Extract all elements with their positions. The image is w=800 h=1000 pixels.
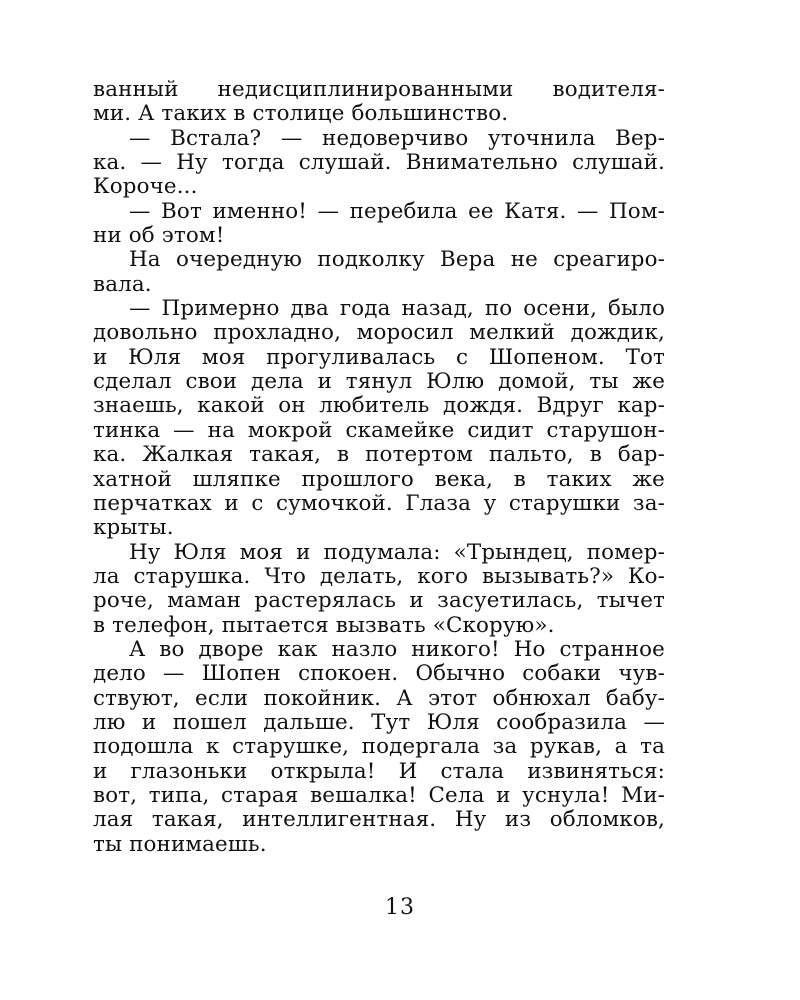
text-line: ни об этом! [93, 223, 225, 249]
text-line: лая такая, интеллигентная. Ну из обломков, [93, 807, 665, 833]
text-line: знаешь, какой он любитель дождя. Вдруг кар- [93, 393, 665, 419]
text-line: в телефон, пытается вызвать «Скорую». [93, 612, 555, 638]
text-line: вала. [93, 271, 152, 297]
text-line: ка. — Ну тогда слушай. Внимательно слушай. [93, 150, 665, 176]
text-line: ла старушка. Что делать, кого вызывать?» Ко- [93, 563, 665, 589]
text-line: довольно прохладно, моросил мелкий дождик, [93, 320, 665, 346]
page-number: 13 [385, 895, 415, 920]
text-line: подошла к старушке, подергала за рукав, а та [93, 734, 665, 760]
text-line: ка. Жалкая такая, в потертом пальто, в бар- [93, 442, 665, 468]
text-line: дело — Шопен спокоен. Обычно собаки чув- [93, 661, 665, 687]
text-line: и глазоньки открыла! И стала извиняться: [93, 758, 665, 784]
text-line: ванный недисциплинированными водителя- [93, 77, 665, 102]
text-line: ствуют, если покойник. А этот обнюхал бабу- [93, 685, 665, 711]
text-line: сделал свои дела и тянул Юлю домой, ты же [93, 369, 665, 395]
text-line: — Вот именно! — перебила ее Катя. — Пом- [129, 198, 665, 224]
text-line: перчатках и с сумочкой. Глаза у старушки за- [93, 490, 665, 516]
text-line: На очередную подколку Вера не среагиро- [129, 247, 665, 273]
text-line: лю и пошел дальше. Тут Юля сообразила — [93, 709, 665, 735]
body-text [93, 78, 665, 857]
text-line: крыты. [93, 515, 174, 541]
text-line: А во дворе как назло никого! Но странное [129, 636, 665, 662]
text-line: ты понимаешь. [93, 831, 267, 857]
text-line: Ну Юля моя и подумала: «Трындец, помер- [129, 539, 665, 565]
text-line: и Юля моя прогуливалась с Шопеном. Тот [93, 344, 665, 370]
text-line: роче, маман растерялась и засуетилась, тычет [93, 588, 665, 614]
text-line: ми. А таких в столице большинство. [93, 101, 509, 127]
text-line: вот, типа, старая вешалка! Села и уснула! Ми- [93, 782, 665, 808]
text-line: хатной шляпке прошлого века, в таких же [93, 466, 665, 492]
text-line: Короче... [93, 174, 198, 200]
text-line: — Встала? — недоверчиво уточнила Вер- [129, 125, 665, 151]
text-line: — Примерно два года назад, по осени, было [129, 296, 665, 322]
text-line: тинка — на мокрой скамейке сидит старушон- [93, 417, 665, 443]
